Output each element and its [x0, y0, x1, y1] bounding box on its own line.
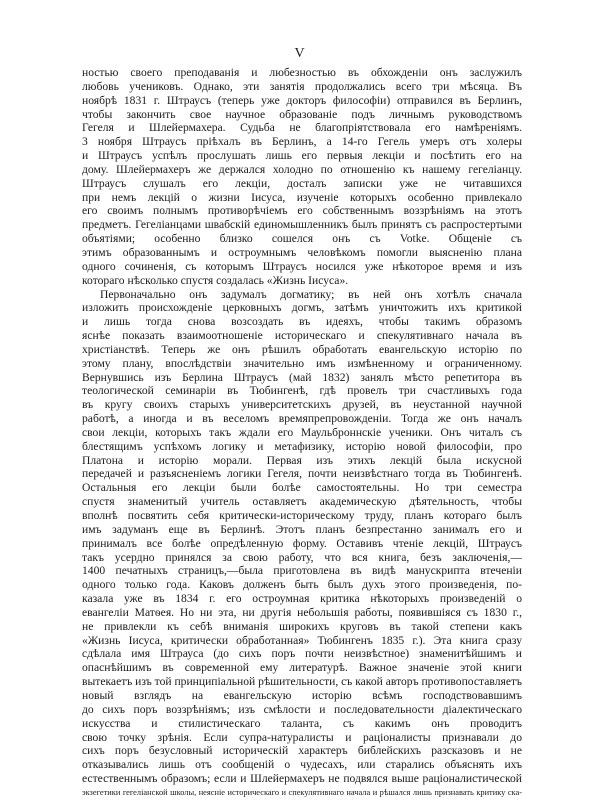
text-line: Первоначально онъ задумалъ догматику; въ ней онъ хотѣлъ сначала [100, 287, 522, 301]
text-line: христіанствѣ. Теперь же онъ рѣшилъ обработать евангельскую исторію по [82, 342, 522, 356]
text-line: такъ усердно принялся за свою работу, что вся книга, безъ заключенія,— [82, 550, 522, 564]
text-line: Вернувшись изъ Берлина Штраусъ (май 1832) занялъ мѣсто репетитора въ [82, 370, 522, 384]
text-line: сихъ поръ безусловный историческій характеръ библейскихъ разсказовъ и не [82, 744, 522, 758]
text-line: передачей и разъясненіемъ логики Гегеля, почти неизвѣстнаго тогда въ Тюбингенѣ. [82, 467, 522, 481]
text-line: и Штраусъ успѣлъ прослушать лишь его первыя лекціи и посѣтить его на [82, 149, 522, 163]
text-line: дому. Шлейермахеръ же держался холодно по отношенію къ нашему гегеліанцу. [82, 162, 522, 176]
text-line: и лишь тогда снова возсоздать въ идеяхъ, чтобы такимъ образомъ [82, 315, 522, 329]
text-line: отказывались лишь отъ сообщеній о чудесахъ, или старались объяснять ихъ [82, 758, 522, 772]
text-line: естественнымъ образомъ; если и Шлейермахеръ не подвялся выше раціоналистической [82, 772, 522, 786]
text-line: при немъ лекцій о жизни Іисуса, изученіе которыхъ особенно привлекало [82, 190, 522, 204]
text-line: работѣ, а иногда и въ веселомъ времяпрепровожденіи. Тогда же онъ началъ [82, 412, 522, 426]
text-line: предметъ. Гегеліанцами швабскій единомышленникъ былъ принятъ съ распростертыми [82, 218, 522, 232]
text-line: 3 ноября Штраусъ пріѣхалъ въ Берлинъ, а 14-го Гегель умеръ отъ холеры [82, 135, 522, 149]
text-line: Платона и исторію морали. Первая изъ этихъ лекцій была искусной [82, 453, 522, 467]
text-line: одного только года. Каковъ долженъ быть былъ духъ этого произведенія, по- [82, 578, 522, 592]
text-line: не привлекли къ себѣ вниманія широкихъ круговъ въ такой степени какъ [82, 619, 522, 633]
text-line: ностью своего преподаванія и любезностью въ обхожденіи онъ заслужилъ [82, 66, 522, 79]
text-line: опаснѣйшимъ въ современной ему литературѣ. Важное значеніе этой книги [82, 661, 522, 675]
text-line: казала уже въ 1834 г. его остроумная критика нѣкоторыхъ произведеній о [82, 592, 522, 606]
text-line: экзегетики гегеліанской школы, неясніе историческаго и спекулятивнаго начала и рѣшался лишь признавать критику ска- [82, 787, 522, 797]
text-line: чтобы закончить свое научное образованіе подъ личнымъ руководствомъ [82, 107, 522, 121]
text-line: свои лекціи, которыхъ такъ ждали его Маульброннскіе ученики. Онъ читалъ съ [82, 425, 522, 439]
text-line: «Жизнь Іисуса, критически обработанная» Тюбингенъ 1835 г.). Эта книга сразу [82, 633, 522, 647]
text-line: сдѣлала имя Штрауса (до сихъ поръ почти неизвѣстное) знаменитѣйшимъ и [82, 647, 522, 661]
text-line: принималъ все болѣе опредѣленную форму. Оставивъ чтеніе лекцій, Штраусъ [82, 536, 522, 550]
text-line: Штраусъ слушалъ его лекціи, досталъ записки уже не читавшихся [82, 176, 522, 190]
text-line: спустя знаменитый учитель оставляетъ академическую дѣятельность, чтобы [82, 495, 522, 509]
text-line: изложить происхожденіе церковныхъ догмъ, затѣмъ уничтожить ихъ критикой [82, 301, 522, 315]
text-line: теологической семинаріи въ Тюбингенѣ, гдѣ провелъ три счастливыхъ года [82, 384, 522, 398]
text-line: евангеліи Матѳея. Но ни эта, ни другія небольшія работы, появившіяся съ 1830 г., [82, 605, 522, 619]
text-line: котораго нѣсколько спустя создалась «Жизнь Іисуса». [82, 273, 349, 287]
body-text [82, 66, 522, 800]
text-line: вполнѣ посвятить себя критически-историческому труду, планъ котораго былъ [82, 509, 522, 522]
text-line: этимъ образованнымъ и остроумнымъ человѣкомъ помогли выясненію плана [82, 245, 522, 259]
text-line: имъ задуманъ еще въ Берлинѣ. Этотъ планъ безпрестанно занималъ его и [82, 522, 522, 536]
paragraph [82, 288, 522, 800]
paragraph [82, 66, 522, 288]
text-line: ноябрѣ 1831 г. Штраусъ (теперь уже докторъ философіи) отправился въ Берлинъ, [82, 93, 522, 107]
text-line: новый взглядъ на евангельскую исторію всѣмъ господствовавшимъ [82, 688, 522, 702]
text-line: яснѣе показать взаимоотношеніе историческаго и спекулятивнаго начала въ [82, 329, 522, 343]
text-line: вытекаетъ изъ той принципіальной рѣшительности, съ какой авторъ противопоставляетъ [82, 675, 523, 689]
text-line: Остальныя его лекціи были болѣе самостоятельны. Но три семестра [82, 481, 522, 495]
text-line: искусства и стилистическаго таланта, съ какимъ онъ проводитъ [82, 716, 522, 730]
text-line: объятіями; особенно близко сошелся онъ съ Votke. Общеніе съ [82, 232, 522, 246]
text-line: въ кругу своихъ старыхъ университетскихъ друзей, въ неустанной научной [82, 398, 522, 412]
text-line: свою точку зрѣнія. Если супра-натуралисты и раціоналисты признавали до [82, 730, 522, 744]
text-line: до сихъ поръ воззрѣніямъ; изъ смѣлости и последовательности діалектическаго [82, 702, 522, 716]
text-line: его своимъ полнымъ противорѣчіемъ его собственнымъ воззрѣніямъ на этотъ [82, 204, 522, 218]
text-line: этому плану, впослѣдствіи значительно имъ измѣненному и ограниченному. [82, 356, 522, 370]
text-line: блестящимъ успѣхомъ логику и метафизику, исторію новой философіи, про [82, 439, 522, 453]
text-line: Гегеля и Шлейермахера. Судьба не благопріятствовала его намѣреніямъ. [82, 121, 522, 135]
text-line: одного сочиненія, съ которымъ Штраусъ носился уже нѣкоторое время и изъ [82, 259, 522, 273]
page-number: V [294, 46, 306, 61]
text-line: любовь учениковъ. Однако, эти занятія продолжались всего три мѣсяца. Въ [82, 79, 522, 93]
text-line: 1400 печатныхъ страницъ,—была приготовлена въ видѣ манускрипта втеченіи [82, 564, 522, 578]
